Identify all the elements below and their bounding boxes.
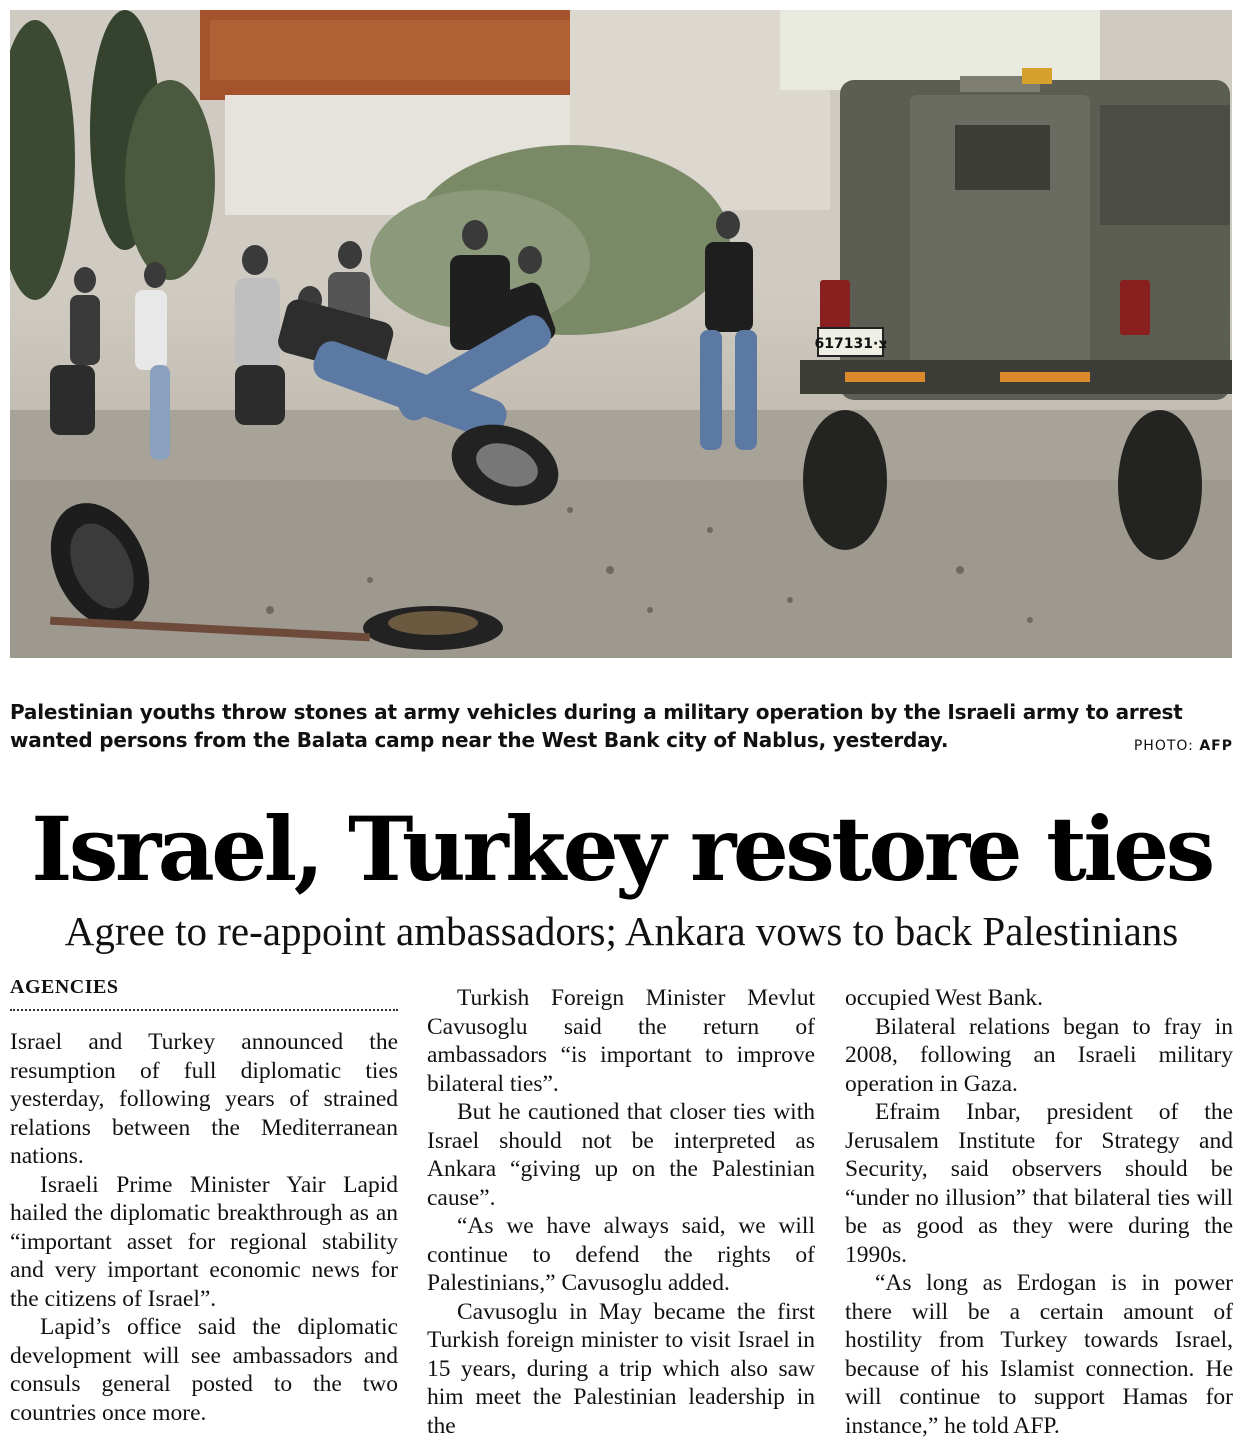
article-paragraph: “As we have always said, we will continue to defend the rights of Palestinians,” Cavusoglu added. bbox=[427, 1213, 815, 1296]
article-paragraph: Israel and Turkey announced the resumption of full diplomatic ties yesterday, following years of strained relations between the Mediterranean nations. bbox=[10, 1029, 398, 1169]
article-paragraph: Turkish Foreign Minister Mevlut Cavusoglu said the return of ambassadors “is important to improve bilateral ties”. bbox=[427, 985, 815, 1097]
photo-caption bbox=[10, 698, 1232, 754]
photo-illustration bbox=[10, 10, 1232, 658]
license-plate: 617131·צ bbox=[814, 336, 888, 352]
article-paragraph: But he cautioned that closer ties with Israel should not be interpreted as Ankara “giving up on the Palestinian cause”. bbox=[427, 1099, 815, 1211]
photo-credit-source: AFP bbox=[1199, 738, 1233, 754]
caption-line-2: wanted persons from the Balata camp near the West Bank city of Nablus, yesterday. bbox=[10, 728, 949, 752]
article-paragraph: Israeli Prime Minister Yair Lapid hailed the diplomatic breakthrough as an “important asset for regional stability and very important economic news for the citizens of Israel”. bbox=[10, 1171, 398, 1312]
article-column-1 bbox=[10, 1028, 398, 1427]
article-paragraph: Lapid’s office said the diplomatic development will see ambassadors and consuls general posted to the two countries once more. bbox=[10, 1314, 398, 1426]
article-paragraph: Cavusoglu in May became the first Turkish foreign minister to visit Israel in 15 years, during a trip which also saw him meet the Palestinian leadership in the bbox=[427, 1298, 815, 1439]
subheadline: Agree to re-appoint ambassadors; Ankara vows to back Palestinians bbox=[64, 908, 1179, 954]
article-column-2 bbox=[427, 984, 815, 1440]
article-paragraph: Efraim Inbar, president of the Jerusalem Institute for Strategy and Security, said observers should be “under no illusion” that bilateral ties will be as good as they were during the 1990s. bbox=[845, 1099, 1233, 1268]
byline: AGENCIES bbox=[10, 976, 398, 1011]
article-paragraph: “As long as Erdogan is in power there will be a certain amount of hostility from Turkey towards Israel, because of his Islamist connection. He will continue to support Hamas for instance,” he told AFP. bbox=[845, 1270, 1233, 1439]
article-paragraph: Bilateral relations began to fray in 2008, following an Israeli military operation in Gaza. bbox=[845, 1013, 1233, 1097]
news-photo bbox=[10, 10, 1232, 658]
headline: Israel, Turkey restore ties bbox=[31, 797, 1212, 901]
photo-credit bbox=[1134, 738, 1233, 754]
article-paragraph: occupied West Bank. bbox=[845, 985, 1044, 1011]
photo-credit-label: PHOTO: bbox=[1133, 738, 1194, 754]
caption-line-1: Palestinian youths throw stones at army vehicles during a military operation by the Israeli army to arrest bbox=[10, 700, 1183, 724]
article-column-3 bbox=[845, 984, 1233, 1440]
